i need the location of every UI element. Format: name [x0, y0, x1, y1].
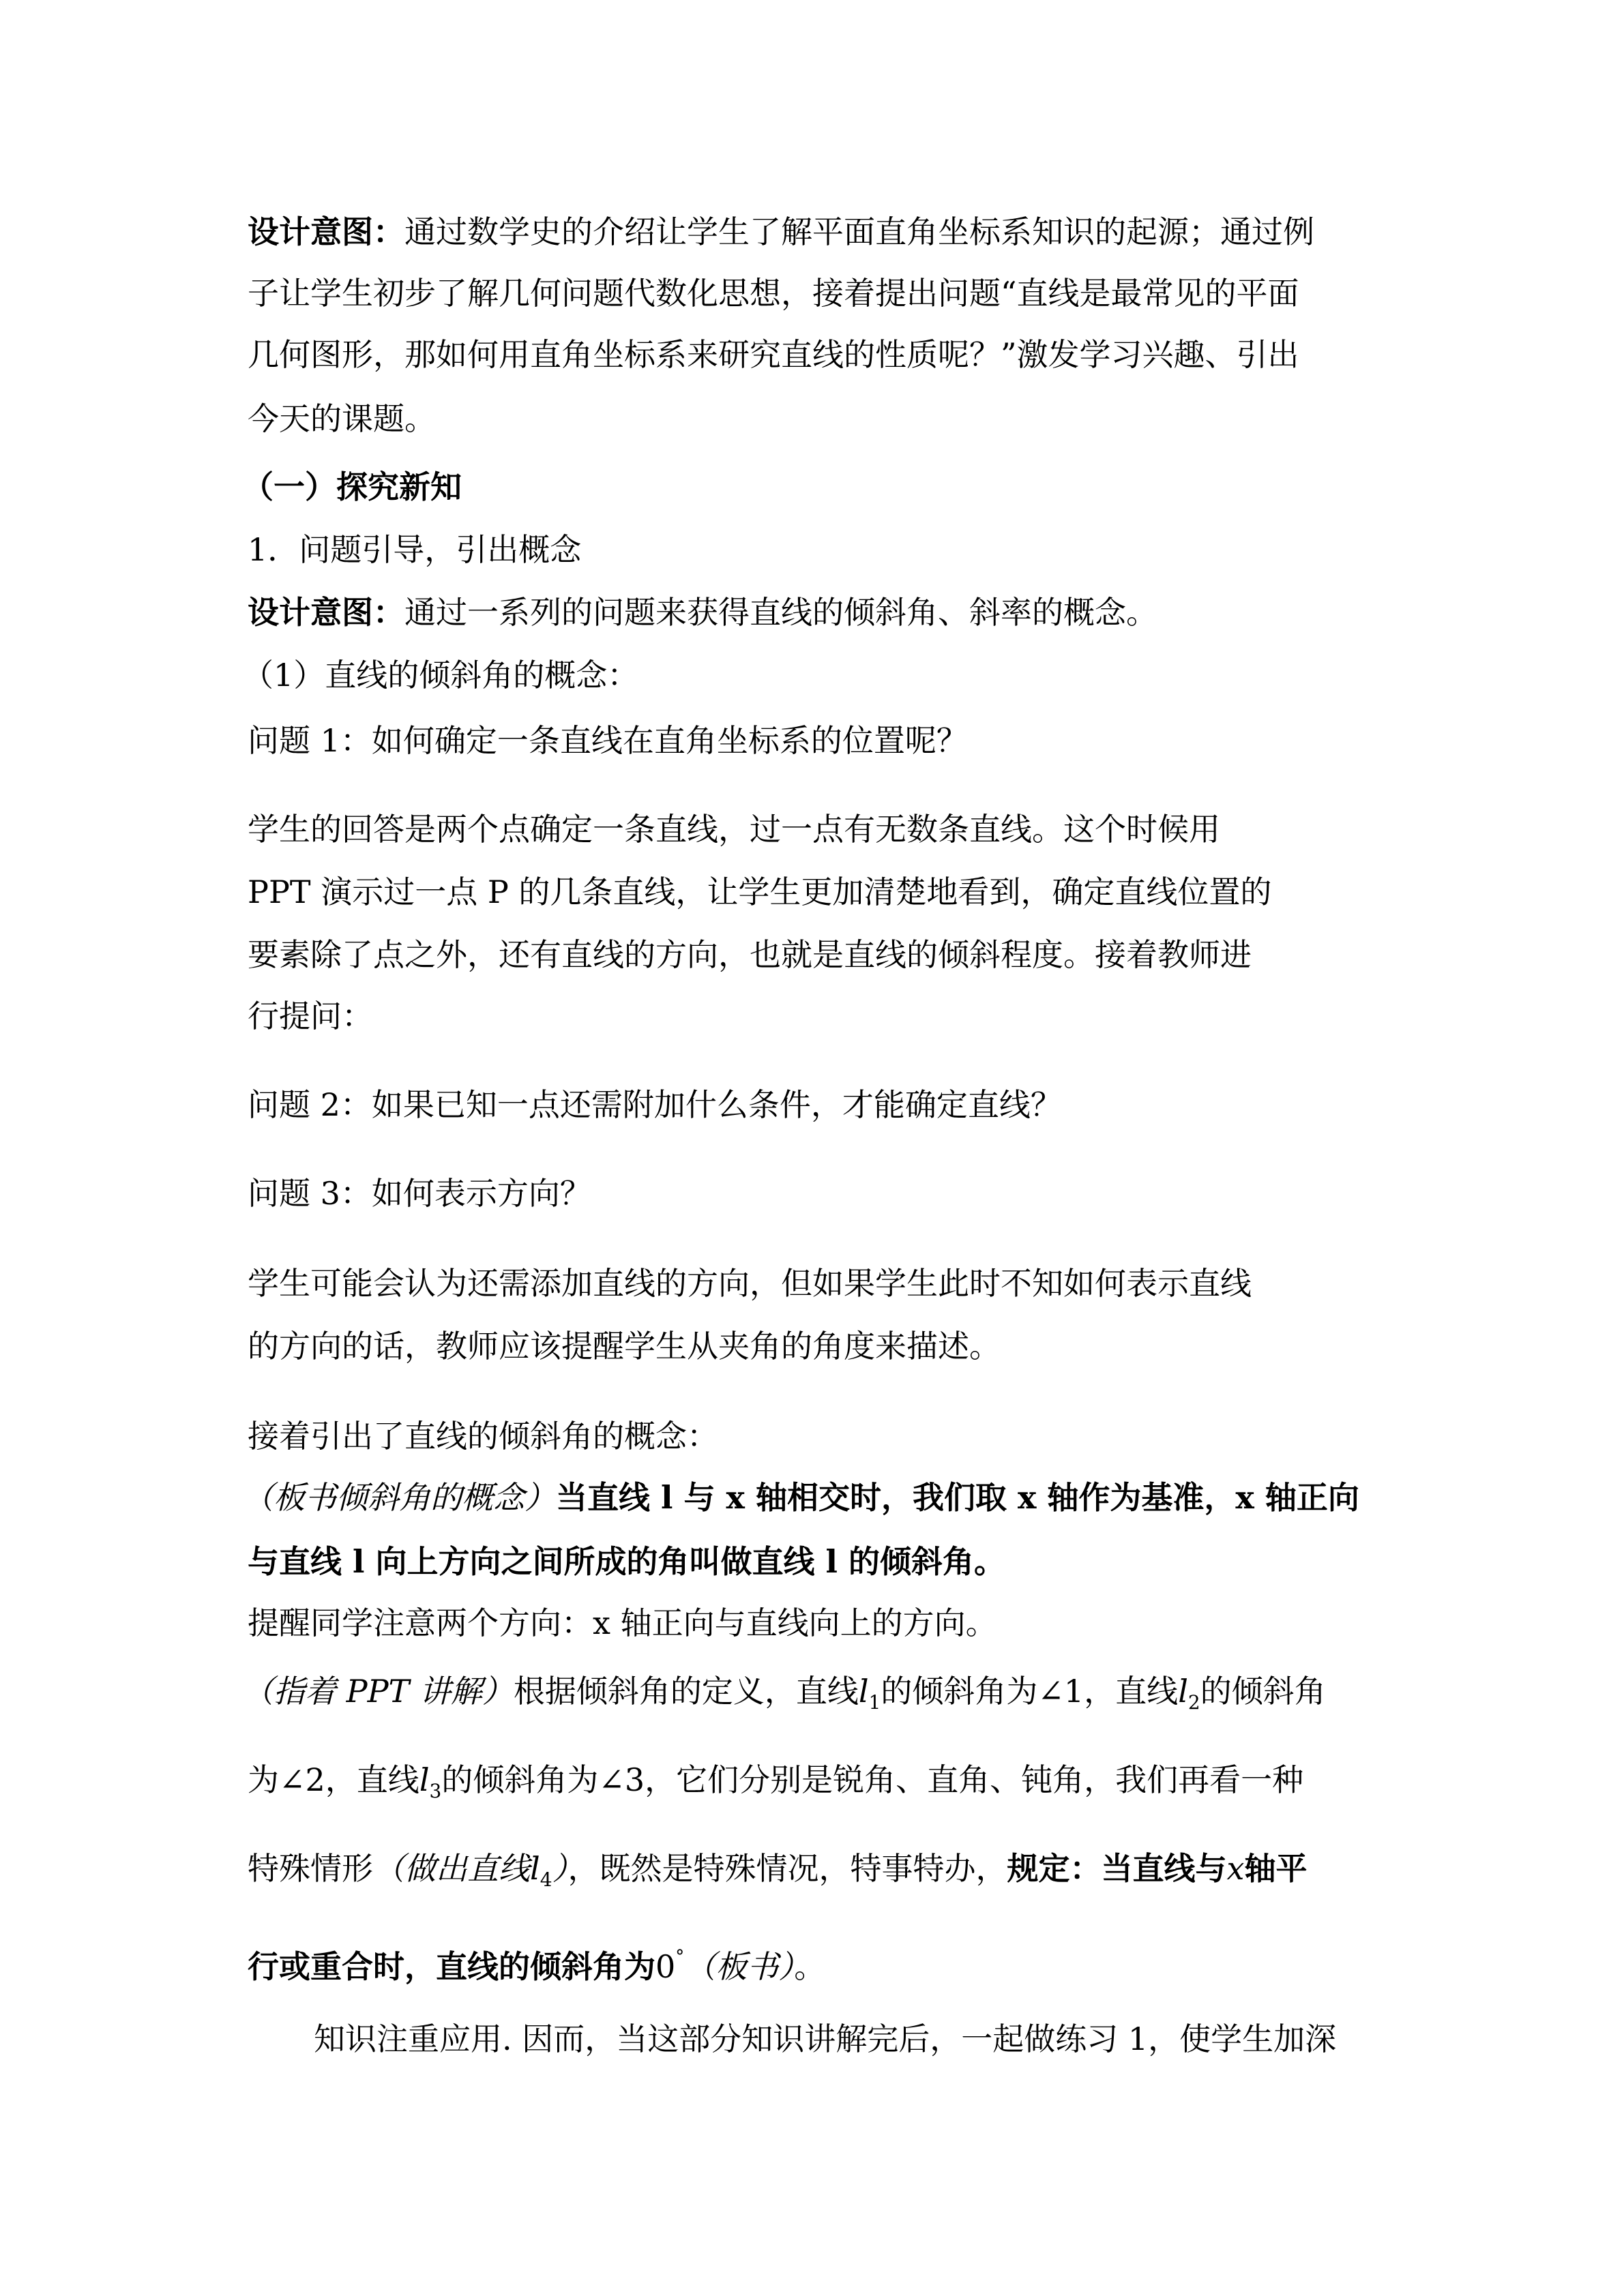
intent2: 设计意图：通过一系列的问题来获得直线的倾斜角、斜率的概念。 — [248, 594, 1157, 631]
sub1-title: （1）直线的倾斜角的概念： — [242, 657, 639, 694]
ppt-para-line1: （指着 PPT 讲解）根据倾斜角的定义，直线$l_1$的倾斜角为∠1，直线$l_2$的倾斜角 — [242, 1673, 1326, 1714]
intent1-line4: 今天的课题。 — [248, 400, 436, 437]
ppt-para-line3: 特殊情形（做出直线$l_4$），既然是特殊情况，特事特办，规定：当直线与x轴平 — [248, 1850, 1308, 1891]
question-3: 问题 3：如何表示方向？ — [248, 1175, 591, 1212]
reminder: 提醒同学注意两个方向：x 轴正向与直线向上的方向。 — [248, 1605, 997, 1641]
intent1-line2: 子让学生初步了解几何问题代数化思想，接着提出问题“直线是最常见的平面 — [248, 275, 1299, 312]
ppt-note-2: （做出直线 — [373, 1850, 530, 1887]
question-1: 问题 1：如何确定一条直线在直角坐标系的位置呢？ — [248, 722, 968, 759]
intent1-line3: 几何图形，那如何用直角坐标系来研究直线的性质呢？”激发学习兴趣、引出 — [248, 336, 1299, 373]
intent-label: 设计意图： — [248, 594, 404, 631]
item1-title: 1．问题引导，引出概念 — [248, 531, 582, 568]
question-2: 问题 2：如果已知一点还需附加什么条件，才能确定直线？ — [248, 1086, 1062, 1123]
answer2-line1: 学生可能会认为还需添加直线的方向，但如果学生此时不知如何表示直线 — [248, 1265, 1252, 1302]
ppt-para-line2: 为∠2，直线$l_3$的倾斜角为∠3，它们分别是锐角、直角、钝角，我们再看一种 — [248, 1761, 1304, 1802]
intent-label: 设计意图： — [248, 213, 404, 250]
intent1-line1: 设计意图：通过数学史的介绍让学生了解平面直角坐标系知识的起源；通过例 — [248, 213, 1314, 250]
board-note: （板书倾斜角的概念） — [242, 1479, 556, 1516]
last-paragraph: 知识注重应用. 因而，当这部分知识讲解完后，一起做练习 1，使学生加深 — [314, 2021, 1337, 2057]
board-note-3: （板书） — [684, 1948, 795, 1985]
lead-in: 接着引出了直线的倾斜角的概念： — [248, 1418, 718, 1455]
rule-label: 规定： — [1007, 1850, 1102, 1887]
answer1-line3: 要素除了点之外，还有直线的方向，也就是直线的倾斜程度。接着教师进 — [248, 936, 1252, 973]
answer1-line1: 学生的回答是两个点确定一条直线，过一点有无数条直线。这个时候用 — [248, 811, 1220, 848]
definition-line1: （板书倾斜角的概念）当直线 l 与 x 轴相交时，我们取 x 轴作为基准，x 轴正向 — [242, 1479, 1359, 1516]
answer2-line2: 的方向的话，教师应该提醒学生从夹角的角度来描述。 — [248, 1328, 1001, 1365]
ppt-para-line4: 行或重合时，直线的倾斜角为0°（板书）。 — [248, 1947, 826, 1985]
answer1-line2: PPT 演示过一点 P 的几条直线，让学生更加清楚地看到，确定直线位置的 — [248, 874, 1272, 910]
section-heading: （一）探究新知 — [242, 468, 462, 505]
definition-line2: 与直线 l 向上方向之间所成的角叫做直线 l 的倾斜角。 — [248, 1543, 1006, 1580]
answer1-line4: 行提问： — [248, 998, 373, 1034]
ppt-note: （指着 PPT 讲解） — [242, 1673, 514, 1710]
